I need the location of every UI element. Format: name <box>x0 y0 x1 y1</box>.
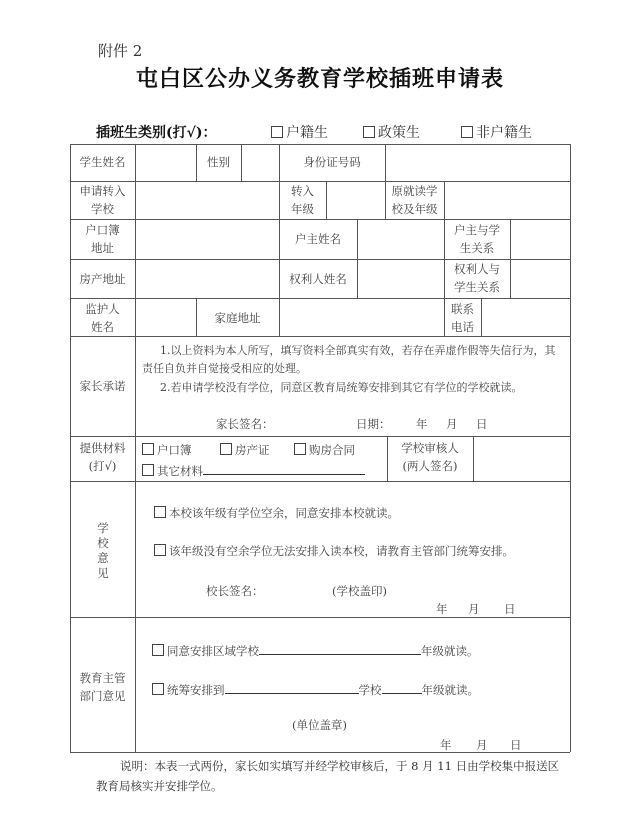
materials-label: 提供材料 (打√) <box>79 441 126 473</box>
gender-label: 性别 <box>207 155 230 169</box>
owner-name-label: 权利人姓名 <box>289 272 347 286</box>
material-hukou-label: 户口簿 <box>157 443 192 457</box>
date-label: 日期： <box>356 417 391 431</box>
edu-option-coordinate-label: 统筹安排到 <box>167 683 225 697</box>
householder-name-label: 户主姓名 <box>295 232 341 246</box>
student-name-label: 学生姓名 <box>79 155 126 169</box>
checkbox-icon[interactable] <box>294 443 306 455</box>
row-divider <box>70 617 570 618</box>
checkbox-icon[interactable] <box>154 506 166 518</box>
table-border <box>70 144 570 145</box>
school-seal-label: (学校盖印) <box>332 584 387 598</box>
footer-note <box>96 756 576 776</box>
unit-seal-label: (单位盖章) <box>292 718 347 732</box>
row-divider <box>70 219 570 220</box>
hukou-address-label: 户口簿 地址 <box>85 223 120 255</box>
orig-school-label: 原就读学 校及年级 <box>391 184 438 216</box>
edu-option-assign-region[interactable] <box>152 640 479 660</box>
row-divider <box>70 298 570 299</box>
school-option-refer-label: 该年级没有空余学位无法安排入读本校，请教育主管部门统筹安排。 <box>169 544 514 558</box>
checkbox-icon[interactable] <box>152 683 164 695</box>
id-number-label: 身份证号码 <box>303 155 361 169</box>
material-hukou[interactable] <box>142 441 192 459</box>
edu-option-assign-label: 同意安排区域学校 <box>167 644 259 658</box>
property-address-label: 房产地址 <box>79 272 126 286</box>
school-option-accept-label: 本校该年级有学位空余，同意安排本校就读。 <box>169 506 399 520</box>
row-divider <box>70 436 570 437</box>
promise-text-1-cont: 责任自负并自觉接受相应的处理。 <box>142 362 307 375</box>
school-date-day: 日 <box>504 602 516 616</box>
column-divider <box>326 181 327 219</box>
material-contract-label: 购房合同 <box>309 443 355 457</box>
school-option-refer[interactable] <box>154 542 514 560</box>
checkbox-icon[interactable] <box>363 126 375 138</box>
region-school-blank[interactable] <box>259 640 421 655</box>
edu-option-assign-suffix: 年级就读。 <box>421 644 479 658</box>
option-label: 户籍生 <box>286 125 328 141</box>
householder-relation-label: 户主与学 生关系 <box>454 223 500 255</box>
column-divider <box>135 144 136 752</box>
column-divider <box>510 219 511 259</box>
school-option-accept[interactable] <box>154 504 399 522</box>
form-title: 屯白区公办义务教育学校插班申请表 <box>135 66 504 92</box>
material-property-cert[interactable] <box>220 441 270 459</box>
edu-dept-opinion-label: 教育主管 部门意见 <box>79 671 126 703</box>
transfer-grade-label: 转入 年级 <box>291 184 314 216</box>
promise-text-2: 2.若申请学校没有学位，同意区教育局统筹安排到其它有学位的学校就读。 <box>160 381 523 394</box>
edu-option-coordinate[interactable] <box>152 679 479 699</box>
edu-option-school-label: 学校 <box>358 683 382 697</box>
checkbox-icon[interactable] <box>271 126 283 138</box>
other-material-blank[interactable] <box>203 460 365 475</box>
category-label: 插班生类别(打√)： <box>96 125 217 141</box>
footer-note-cont <box>96 776 576 796</box>
column-divider <box>444 181 445 219</box>
column-divider <box>510 259 511 298</box>
date-month: 月 <box>446 417 458 431</box>
row-divider <box>70 336 570 337</box>
checkbox-icon[interactable] <box>152 644 164 656</box>
footer-note-line-2: 教育局核实并安排学位。 <box>96 779 223 793</box>
row-divider <box>70 481 570 482</box>
edu-option-grade-label: 年级就读。 <box>421 683 479 697</box>
parent-signature-label: 家长签名： <box>216 417 274 431</box>
parent-promise-label: 家长承诺 <box>79 379 126 393</box>
option-label: 非户籍生 <box>476 125 532 141</box>
edu-date-day: 日 <box>510 738 522 752</box>
checkbox-icon[interactable] <box>461 126 473 138</box>
material-other-label: 其它材料 <box>157 464 203 478</box>
category-option-non-household[interactable] <box>461 122 532 142</box>
school-date-year: 年 <box>436 602 448 616</box>
category-option-policy[interactable] <box>363 122 420 142</box>
column-divider <box>481 298 482 336</box>
coordinate-school-blank[interactable] <box>225 679 359 694</box>
apply-school-label: 申请转入 学校 <box>79 184 126 216</box>
attachment-label: 附件 2 <box>98 42 143 60</box>
checkbox-icon[interactable] <box>142 464 154 476</box>
material-purchase-contract[interactable] <box>294 441 355 459</box>
checkbox-icon[interactable] <box>142 443 154 455</box>
checkbox-icon[interactable] <box>220 443 232 455</box>
guardian-name-label: 监护人 姓名 <box>85 302 120 334</box>
checkbox-icon[interactable] <box>154 544 166 556</box>
material-other[interactable] <box>142 460 365 480</box>
column-divider <box>357 219 358 259</box>
contact-phone-label: 联系 电话 <box>451 302 474 334</box>
table-border <box>70 752 570 753</box>
promise-text-1: 1.以上资料为本人所写，填写资料全部真实有效，若存在弄虚作假等失信行为，其 <box>160 344 556 357</box>
school-date-month: 月 <box>468 602 480 616</box>
principal-signature-label: 校长签名： <box>206 584 264 598</box>
coordinate-grade-blank[interactable] <box>382 679 422 694</box>
school-reviewer-label: 学校审核人 (两人签名) <box>401 441 459 473</box>
table-border <box>570 144 571 752</box>
date-year: 年 <box>416 417 428 431</box>
home-address-label: 家庭地址 <box>214 311 261 325</box>
date-day: 日 <box>476 417 488 431</box>
category-row <box>96 122 566 144</box>
column-divider <box>357 259 358 298</box>
column-divider <box>241 144 242 181</box>
column-divider <box>473 436 474 481</box>
category-option-household[interactable] <box>271 122 328 142</box>
column-divider <box>385 144 386 181</box>
option-label: 政策生 <box>378 125 420 141</box>
material-property-label: 房产证 <box>235 443 270 457</box>
owner-relation-label: 权利人与 学生关系 <box>454 262 500 294</box>
edu-date-year: 年 <box>440 738 452 752</box>
column-divider <box>279 298 280 336</box>
school-opinion-label: 学校意见 <box>97 521 109 580</box>
edu-date-month: 月 <box>476 738 488 752</box>
footer-note-line-1: 说明：本表一式两份，家长如实填写并经学校审核后，于 8 月 11 日由学校集中报送区 <box>120 759 560 773</box>
